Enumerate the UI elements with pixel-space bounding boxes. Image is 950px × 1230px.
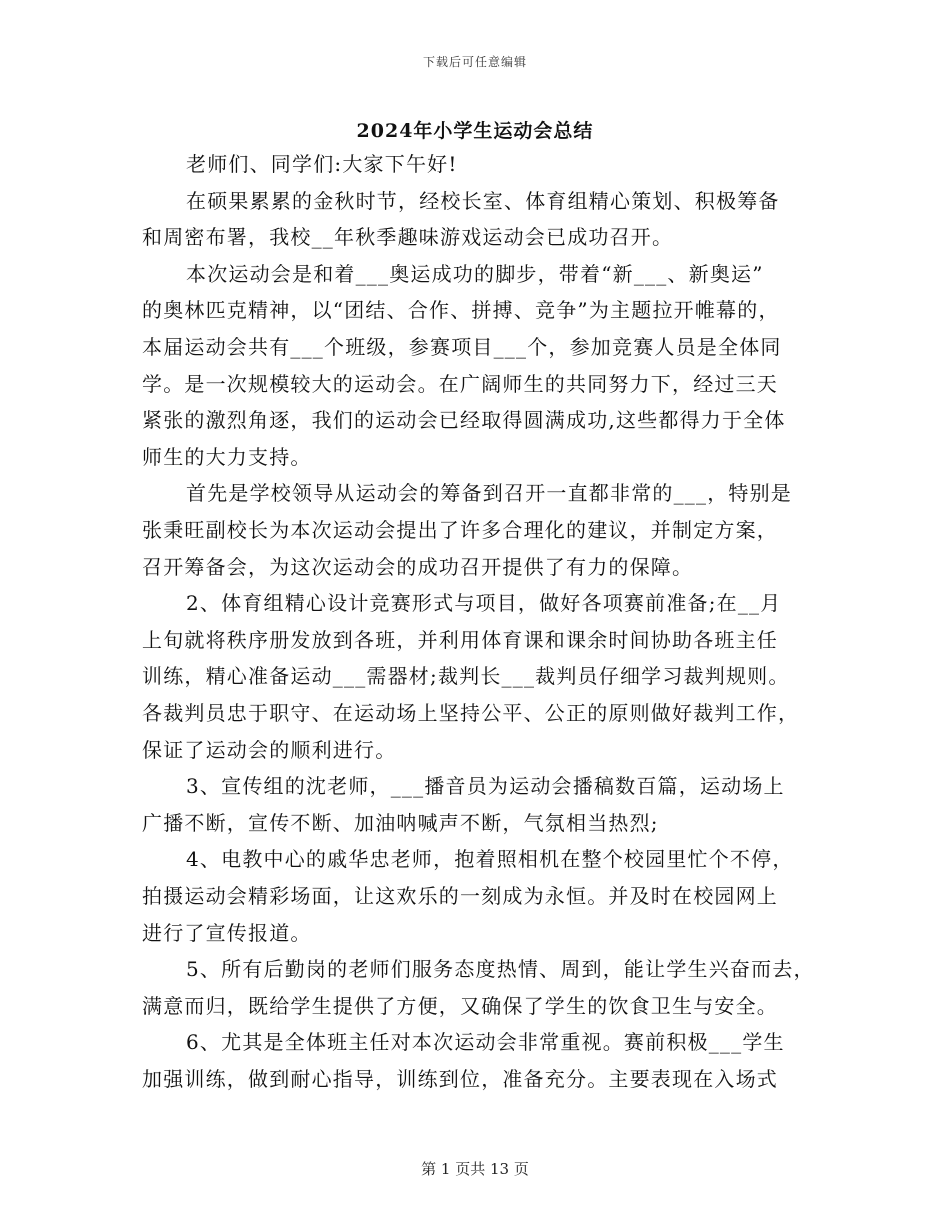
- text-line: 的奥林匹克精神，以“团结、合作、拼搏、竞争”为主题拉开帷幕的，: [142, 298, 780, 323]
- text-line: 6、尤其是全体班主任对本次运动会非常重视。赛前积极___学生: [186, 1030, 785, 1055]
- text-line: 4、电教中心的戚华忠老师，抱着照相机在整个校园里忙个不停，: [186, 847, 794, 872]
- text-line: 本届运动会共有___个班级，参赛项目___个，参加竞赛人员是全体同: [142, 335, 782, 359]
- text-line: 3、宣传组的沈老师，___播音员为运动会播稿数百篇，运动场上: [186, 774, 785, 799]
- text-line: 广播不断，宣传不断、加油呐喊声不断，气氛相当热烈;: [142, 810, 659, 835]
- text-line: 张秉旺副校长为本次运动会提出了许多合理化的建议，并制定方案，: [142, 518, 778, 542]
- text-line: 保证了运动会的顺利进行。: [142, 737, 397, 762]
- text-line: 训练，精心准备运动___需器材;裁判长___裁判员仔细学习裁判规则。: [142, 664, 790, 689]
- text-line: 师生的大力支持。: [142, 444, 312, 469]
- text-line: 本次运动会是和着___奥运成功的脚步，带着“新___、新奥运”: [186, 261, 764, 286]
- text-line: 学。是一次规模较大的运动会。在广阔师生的共同努力下，经过三天: [142, 371, 778, 396]
- header-note: 下载后可任意编辑: [422, 55, 527, 69]
- text-line: 召开筹备会，为这次运动会的成功召开提供了有力的保障。: [142, 554, 694, 579]
- text-line: 紧张的激烈角逐，我们的运动会已经取得圆满成功,这些都得力于全体: [142, 408, 786, 433]
- text-line: 满意而归，既给学生提供了方便，又确保了学生的饮食卫生与安全。: [142, 993, 778, 1018]
- text-line: 上旬就将秩序册发放到各班，并利用体育课和课余时间协助各班主任: [142, 627, 778, 652]
- page-number: 第 1 页共 13 页: [421, 1160, 529, 1178]
- text-line: 加强训练，做到耐心指导，训练到位，准备充分。主要表现在入场式: [142, 1067, 778, 1091]
- text-line: 进行了宣传报道。: [142, 920, 312, 945]
- text-line: 2、体育组精心设计竞赛形式与项目，做好各项赛前准备;在__月: [186, 591, 782, 616]
- text-line: 拍摄运动会精彩场面，让这欢乐的一刻成为永恒。并及时在校园网上: [142, 884, 778, 908]
- document-title: 2024年小学生运动会总结: [356, 120, 594, 142]
- text-line: 各裁判员忠于职守、在运动场上坚持公平、公正的原则做好裁判工作，: [142, 701, 800, 725]
- text-line: 首先是学校领导从运动会的筹备到召开一直都非常的___，特别是: [186, 481, 792, 506]
- text-line: 和周密布署，我校__年秋季趣味游戏运动会已成功召开。: [142, 225, 674, 250]
- text-line: 老师们、同学们:大家下午好!: [186, 152, 458, 176]
- text-line: 5、所有后勤岗的老师们服务态度热情、周到，能让学生兴奋而去，: [186, 957, 815, 982]
- text-line: 在硕果累累的金秋时节，经校长室、体育组精心策划、积极筹备: [186, 188, 780, 213]
